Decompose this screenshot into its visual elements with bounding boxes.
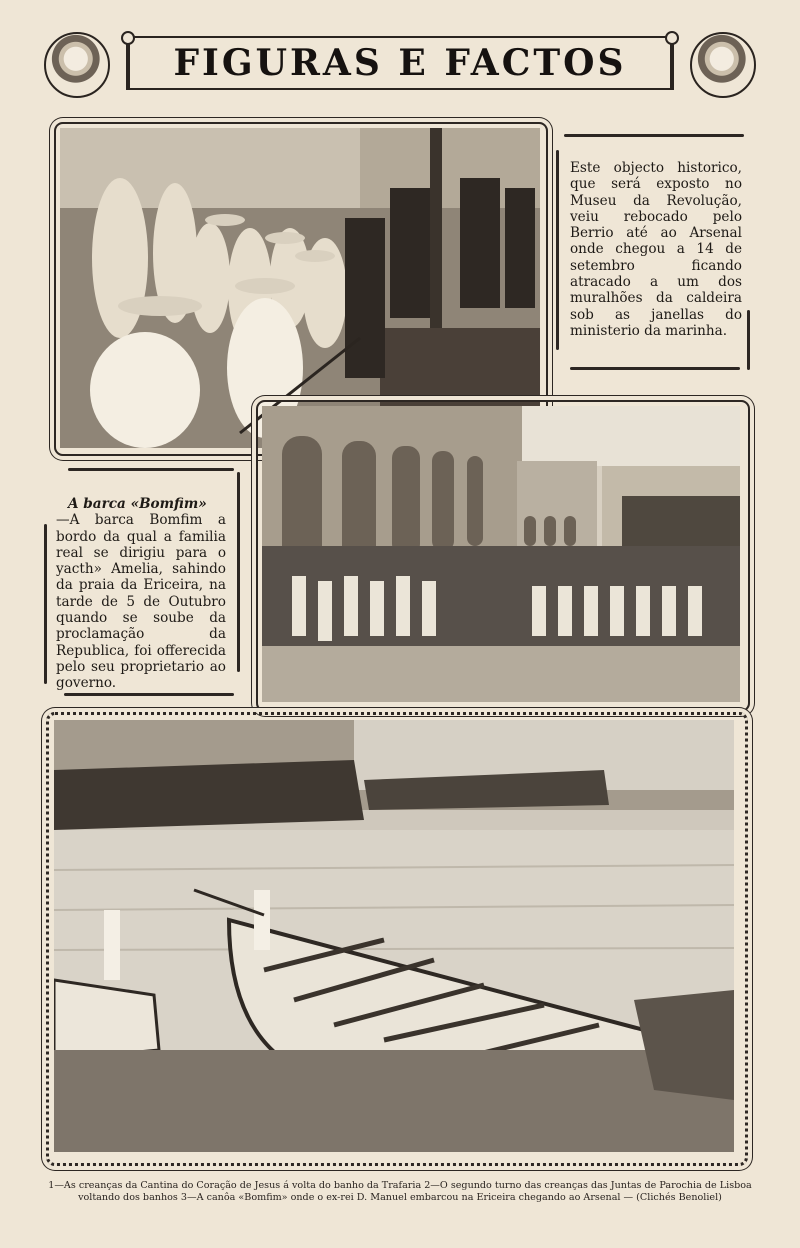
article-top-box [556,130,746,370]
photo-3-boats [54,720,734,1152]
article-bomfim-text: —A barca Bomfim a bordo da qual a familia real se dirigiu para o yacth» Amelia, sahindo da praia da Ericeira, na tarde de 5 de Outubro quando se soube da proclamação da Republica, foi offerecida pelo seu proprietario ao governo. [56,512,226,692]
portrait-medallion-right-icon [690,32,756,98]
portrait-medallion-left-icon [44,32,110,98]
article-top-text: Este objecto historico, que será exposto no Museu da Revolução, veiu rebocado pelo Berrio até ao Arsenal onde chegou a 14 de setembro ficando atracado a um dos muralhões da caldeira sob as janellas do ministerio da marinha. [570,160,742,339]
photo-2-crowd [262,406,740,702]
masthead [42,28,758,98]
crowd-arcade-icon [262,406,740,702]
article-bomfim-box [44,464,242,700]
photo-caption: 1—As creanças da Cantina do Coração de Jesus á volta do banho da Trafaria 2—O segundo turno das creanças das Juntas de Parochia de Lisboa voltando dos banhos 3—A canôa «Bomfim» onde o ex-rei D. Manuel embarcou na Ericeira chegando ao Arsenal — (Clichés Benoliel) [48,1180,752,1203]
article-bomfim-heading: A barca «Bomfim» [68,496,207,512]
boats-harbour-icon [54,720,734,1152]
page-title: FIGURAS E FACTOS [173,42,627,84]
title-frame [126,36,674,90]
